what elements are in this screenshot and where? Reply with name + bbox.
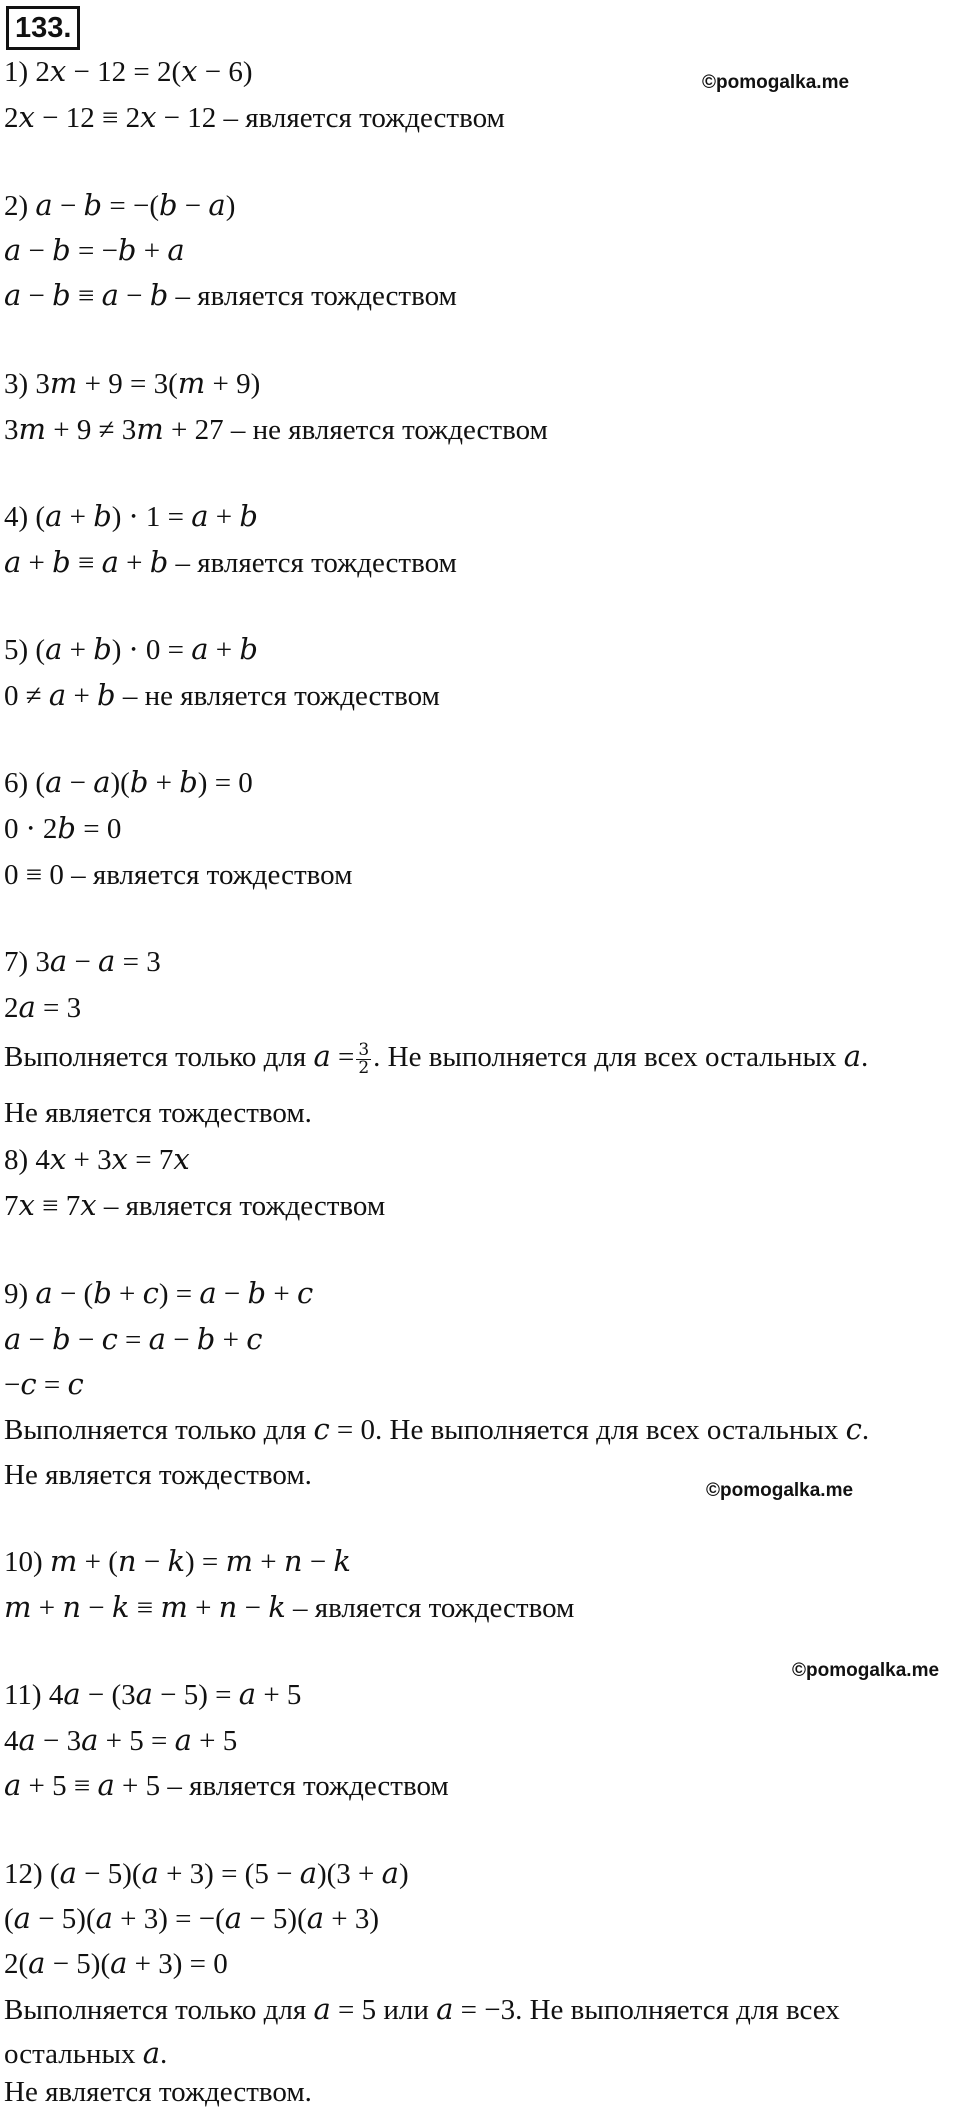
solution-text: Выполняется только для 𝑎 =: [4, 1041, 355, 1073]
watermark-bottom: ©pomogalka.me: [792, 1660, 940, 1681]
solution-line: Выполняется только для 𝑎 = 5 или 𝑎 = −3. Не выполняется для всех: [4, 1994, 840, 2026]
solution-line: 12) (𝑎 − 5)(𝑎 + 3) = (5 − 𝑎)(3 + 𝑎): [4, 1858, 409, 1890]
solution-line: 𝑎 + 5 ≡ 𝑎 + 5 – является тождеством: [4, 1770, 449, 1802]
solution-line: 1) 2𝑥 − 12 = 2(𝑥 − 6): [4, 56, 253, 88]
fraction-numerator: 3: [358, 1039, 370, 1060]
solution-line: 6) (𝑎 − 𝑎)(𝑏 + 𝑏) = 0: [4, 767, 253, 799]
watermark-middle: ©pomogalka.me: [706, 1480, 854, 1501]
solution-line: 𝑎 + 𝑏 ≡ 𝑎 + 𝑏 – является тождеством: [4, 547, 457, 579]
problem-number: 133.: [6, 6, 80, 50]
solution-line: 𝑎 − 𝑏 = −𝑏 + 𝑎: [4, 235, 185, 267]
solution-line: 10) 𝑚 + (𝑛 − 𝑘) = 𝑚 + 𝑛 − 𝑘: [4, 1546, 351, 1578]
solution-line: 7) 3𝑎 − 𝑎 = 3: [4, 946, 161, 978]
solution-line: Не является тождеством.: [4, 1097, 312, 1129]
solution-line-with-fraction: [4, 1037, 868, 1077]
solution-line: 3𝑚 + 9 ≠ 3𝑚 + 27 – не является тождеством: [4, 414, 548, 446]
solution-line: 5) (𝑎 + 𝑏) ⋅ 0 = 𝑎 + 𝑏: [4, 634, 258, 666]
solution-line: Не является тождеством.: [4, 1459, 312, 1491]
solution-line: 0 ≡ 0 – является тождеством: [4, 859, 353, 891]
solution-line: Не является тождеством.: [4, 2076, 312, 2108]
solution-line: 8) 4𝑥 + 3𝑥 = 7𝑥: [4, 1144, 190, 1176]
solution-line: 2(𝑎 − 5)(𝑎 + 3) = 0: [4, 1948, 228, 1980]
solution-line: 𝑚 + 𝑛 − 𝑘 ≡ 𝑚 + 𝑛 − 𝑘 – является тождеством: [4, 1592, 575, 1624]
solution-line: 2) 𝑎 − 𝑏 = −(𝑏 − 𝑎): [4, 190, 236, 222]
solution-line: 11) 4𝑎 − (3𝑎 − 5) = 𝑎 + 5: [4, 1679, 302, 1711]
solution-line: 4) (𝑎 + 𝑏) ⋅ 1 = 𝑎 + 𝑏: [4, 501, 258, 533]
solution-line: 0 ⋅ 2𝑏 = 0: [4, 813, 122, 845]
fraction: [356, 1039, 371, 1078]
solution-line: Выполняется только для 𝑐 = 0. Не выполняется для всех остальных 𝑐.: [4, 1414, 870, 1446]
solution-line: 4𝑎 − 3𝑎 + 5 = 𝑎 + 5: [4, 1725, 238, 1757]
solution-line: 𝑎 − 𝑏 − 𝑐 = 𝑎 − 𝑏 + 𝑐: [4, 1324, 263, 1356]
solution-line: 2𝑎 = 3: [4, 992, 82, 1024]
solution-line: 9) 𝑎 − (𝑏 + 𝑐) = 𝑎 − 𝑏 + 𝑐: [4, 1278, 314, 1310]
watermark-top: ©pomogalka.me: [702, 72, 850, 93]
solution-text: . Не выполняется для всех остальных 𝑎.: [373, 1041, 869, 1073]
solution-line: 𝑎 − 𝑏 ≡ 𝑎 − 𝑏 – является тождеством: [4, 280, 457, 312]
solution-line: 7𝑥 ≡ 7𝑥 – является тождеством: [4, 1190, 386, 1222]
solution-line: −𝑐 = 𝑐: [4, 1369, 84, 1401]
solution-line: 0 ≠ 𝑎 + 𝑏 – не является тождеством: [4, 680, 440, 712]
solution-line: остальных 𝑎.: [4, 2038, 168, 2070]
fraction-denominator: 2: [358, 1057, 370, 1078]
solution-line: 2𝑥 − 12 ≡ 2𝑥 − 12 – является тождеством: [4, 102, 505, 134]
solution-line: (𝑎 − 5)(𝑎 + 3) = −(𝑎 − 5)(𝑎 + 3): [4, 1903, 380, 1935]
solution-line: 3) 3𝑚 + 9 = 3(𝑚 + 9): [4, 368, 261, 400]
